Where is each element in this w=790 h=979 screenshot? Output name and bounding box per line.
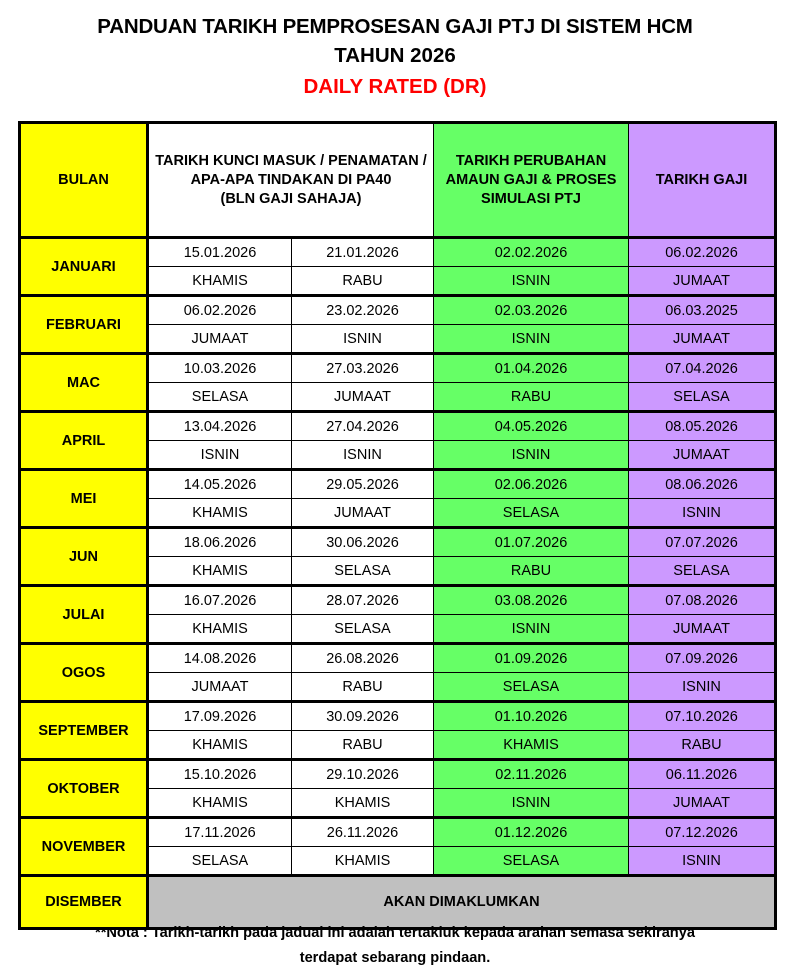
cell-penamatan-day: JUMAAT <box>292 383 434 412</box>
cell-tarikh-gaji-date: 07.04.2026 <box>629 354 776 383</box>
title-line-1: PANDUAN TARIKH PEMPROSESAN GAJI PTJ DI SISTEM HCM <box>97 15 693 38</box>
cell-penamatan-day: ISNIN <box>292 325 434 354</box>
cell-penamatan-day: KHAMIS <box>292 789 434 818</box>
table-row <box>20 760 776 789</box>
cell-kunci-masuk-date: 10.03.2026 <box>148 354 292 383</box>
cell-penamatan-day: KHAMIS <box>292 847 434 876</box>
cell-perubahan-date: 02.11.2026 <box>434 760 629 789</box>
cell-kunci-masuk-day: KHAMIS <box>148 557 292 586</box>
cell-penamatan-date: 27.03.2026 <box>292 354 434 383</box>
cell-akan-dimaklumkan: AKAN DIMAKLUMKAN <box>148 876 776 929</box>
cell-kunci-masuk-date: 15.10.2026 <box>148 760 292 789</box>
table-header-row <box>20 123 776 238</box>
cell-kunci-masuk-day: SELASA <box>148 383 292 412</box>
month-label: FEBRUARI <box>20 296 148 354</box>
cell-penamatan-date: 26.11.2026 <box>292 818 434 847</box>
cell-kunci-masuk-date: 16.07.2026 <box>148 586 292 615</box>
header-tarikh-gaji: TARIKH GAJI <box>629 123 776 238</box>
cell-perubahan-day: ISNIN <box>434 441 629 470</box>
cell-tarikh-gaji-date: 07.07.2026 <box>629 528 776 557</box>
cell-tarikh-gaji-date: 08.06.2026 <box>629 470 776 499</box>
cell-perubahan-day: SELASA <box>434 673 629 702</box>
cell-tarikh-gaji-day: JUMAAT <box>629 325 776 354</box>
cell-kunci-masuk-day: KHAMIS <box>148 789 292 818</box>
cell-perubahan-day: ISNIN <box>434 789 629 818</box>
cell-tarikh-gaji-day: JUMAAT <box>629 441 776 470</box>
cell-penamatan-day: ISNIN <box>292 441 434 470</box>
cell-penamatan-date: 30.09.2026 <box>292 702 434 731</box>
cell-tarikh-gaji-day: RABU <box>629 731 776 760</box>
month-label: MEI <box>20 470 148 528</box>
cell-penamatan-day: SELASA <box>292 615 434 644</box>
table-row <box>20 644 776 673</box>
cell-penamatan-day: RABU <box>292 267 434 296</box>
cell-perubahan-day: SELASA <box>434 499 629 528</box>
cell-penamatan-day: SELASA <box>292 557 434 586</box>
table-row <box>20 702 776 731</box>
cell-kunci-masuk-date: 15.01.2026 <box>148 238 292 267</box>
cell-penamatan-day: RABU <box>292 731 434 760</box>
page-title <box>0 0 790 101</box>
schedule-table <box>18 121 777 930</box>
cell-perubahan-date: 02.06.2026 <box>434 470 629 499</box>
cell-perubahan-date: 01.10.2026 <box>434 702 629 731</box>
cell-tarikh-gaji-day: JUMAAT <box>629 615 776 644</box>
cell-tarikh-gaji-day: JUMAAT <box>629 789 776 818</box>
month-label: JULAI <box>20 586 148 644</box>
cell-perubahan-day: KHAMIS <box>434 731 629 760</box>
cell-penamatan-date: 23.02.2026 <box>292 296 434 325</box>
header-perubahan-amaun <box>434 123 629 238</box>
cell-perubahan-date: 02.03.2026 <box>434 296 629 325</box>
cell-kunci-masuk-day: KHAMIS <box>148 267 292 296</box>
table-row <box>20 238 776 267</box>
month-label: JUN <box>20 528 148 586</box>
cell-tarikh-gaji-day: JUMAAT <box>629 267 776 296</box>
month-label: NOVEMBER <box>20 818 148 876</box>
cell-tarikh-gaji-date: 07.10.2026 <box>629 702 776 731</box>
month-label: JANUARI <box>20 238 148 296</box>
cell-kunci-masuk-day: JUMAAT <box>148 325 292 354</box>
table-row <box>20 296 776 325</box>
cell-tarikh-gaji-day: ISNIN <box>629 673 776 702</box>
cell-perubahan-day: ISNIN <box>434 325 629 354</box>
month-label: DISEMBER <box>20 876 148 929</box>
cell-kunci-masuk-date: 14.05.2026 <box>148 470 292 499</box>
cell-perubahan-date: 03.08.2026 <box>434 586 629 615</box>
cell-penamatan-date: 29.10.2026 <box>292 760 434 789</box>
cell-penamatan-date: 27.04.2026 <box>292 412 434 441</box>
table-row <box>20 412 776 441</box>
cell-tarikh-gaji-day: SELASA <box>629 383 776 412</box>
cell-kunci-masuk-date: 13.04.2026 <box>148 412 292 441</box>
cell-kunci-masuk-date: 17.11.2026 <box>148 818 292 847</box>
title-line-3-daily-rated: DAILY RATED (DR) <box>303 75 487 98</box>
cell-kunci-masuk-date: 18.06.2026 <box>148 528 292 557</box>
cell-tarikh-gaji-date: 07.12.2026 <box>629 818 776 847</box>
cell-tarikh-gaji-date: 07.09.2026 <box>629 644 776 673</box>
cell-kunci-masuk-day: KHAMIS <box>148 615 292 644</box>
cell-penamatan-date: 21.01.2026 <box>292 238 434 267</box>
cell-tarikh-gaji-date: 07.08.2026 <box>629 586 776 615</box>
cell-kunci-masuk-date: 17.09.2026 <box>148 702 292 731</box>
cell-perubahan-date: 01.04.2026 <box>434 354 629 383</box>
cell-penamatan-date: 28.07.2026 <box>292 586 434 615</box>
cell-perubahan-date: 04.05.2026 <box>434 412 629 441</box>
cell-perubahan-day: RABU <box>434 557 629 586</box>
cell-tarikh-gaji-date: 08.05.2026 <box>629 412 776 441</box>
header-bulan: BULAN <box>20 123 148 238</box>
cell-tarikh-gaji-day: ISNIN <box>629 847 776 876</box>
cell-perubahan-date: 02.02.2026 <box>434 238 629 267</box>
header-kunci-masuk-line2: APA-APA TINDAKAN DI PA40 <box>190 171 392 188</box>
footer-note <box>0 921 790 971</box>
month-label: APRIL <box>20 412 148 470</box>
cell-kunci-masuk-date: 06.02.2026 <box>148 296 292 325</box>
table-row <box>20 586 776 615</box>
cell-tarikh-gaji-date: 06.02.2026 <box>629 238 776 267</box>
header-perubahan-line1: TARIKH PERUBAHAN <box>455 152 607 169</box>
table-row <box>20 354 776 383</box>
cell-kunci-masuk-day: JUMAAT <box>148 673 292 702</box>
cell-penamatan-date: 26.08.2026 <box>292 644 434 673</box>
month-label: MAC <box>20 354 148 412</box>
header-perubahan-line3: SIMULASI PTJ <box>481 190 581 207</box>
header-kunci-masuk-line3: (BLN GAJI SAHAJA) <box>220 190 362 207</box>
footer-note-line2: terdapat sebarang pindaan. <box>299 950 491 966</box>
cell-perubahan-date: 01.09.2026 <box>434 644 629 673</box>
schedule-table-body <box>20 123 776 929</box>
cell-kunci-masuk-day: KHAMIS <box>148 731 292 760</box>
month-label: OKTOBER <box>20 760 148 818</box>
header-kunci-masuk-line1: TARIKH KUNCI MASUK / PENAMATAN / <box>155 152 427 169</box>
month-label: OGOS <box>20 644 148 702</box>
cell-perubahan-day: ISNIN <box>434 267 629 296</box>
cell-tarikh-gaji-day: SELASA <box>629 557 776 586</box>
month-label: SEPTEMBER <box>20 702 148 760</box>
cell-penamatan-date: 29.05.2026 <box>292 470 434 499</box>
cell-perubahan-date: 01.12.2026 <box>434 818 629 847</box>
cell-perubahan-day: RABU <box>434 383 629 412</box>
cell-penamatan-day: JUMAAT <box>292 499 434 528</box>
header-perubahan-line2: AMAUN GAJI & PROSES <box>445 171 617 188</box>
table-row <box>20 470 776 499</box>
cell-kunci-masuk-day: SELASA <box>148 847 292 876</box>
cell-tarikh-gaji-date: 06.03.2025 <box>629 296 776 325</box>
table-row <box>20 528 776 557</box>
header-kunci-masuk <box>148 123 434 238</box>
cell-tarikh-gaji-day: ISNIN <box>629 499 776 528</box>
schedule-table-wrapper <box>18 121 774 930</box>
cell-perubahan-day: ISNIN <box>434 615 629 644</box>
cell-perubahan-day: SELASA <box>434 847 629 876</box>
cell-perubahan-date: 01.07.2026 <box>434 528 629 557</box>
cell-kunci-masuk-day: ISNIN <box>148 441 292 470</box>
title-line-2: TAHUN 2026 <box>334 44 456 67</box>
cell-kunci-masuk-date: 14.08.2026 <box>148 644 292 673</box>
cell-penamatan-day: RABU <box>292 673 434 702</box>
cell-kunci-masuk-day: KHAMIS <box>148 499 292 528</box>
table-row <box>20 818 776 847</box>
footer-note-line1: **Nota : Tarikh-tarikh pada jadual ini adalah tertakluk kepada arahan semasa sekiranya <box>95 925 695 941</box>
cell-tarikh-gaji-date: 06.11.2026 <box>629 760 776 789</box>
cell-penamatan-date: 30.06.2026 <box>292 528 434 557</box>
